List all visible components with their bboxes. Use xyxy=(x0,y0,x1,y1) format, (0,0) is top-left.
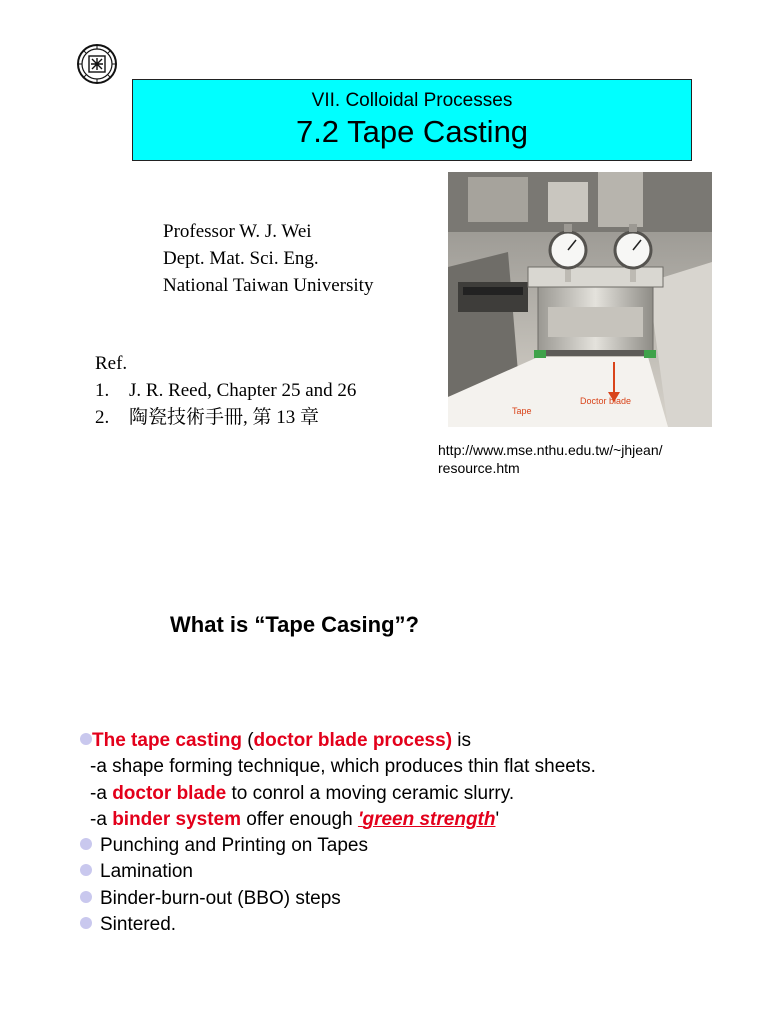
source-url-line: http://www.mse.nthu.edu.tw/~jhjean/ xyxy=(438,442,663,458)
list-text: ' xyxy=(495,808,500,830)
reference-number: 1. xyxy=(95,380,110,401)
references-block xyxy=(95,350,356,431)
highlight-term: doctor blade process) xyxy=(253,730,453,751)
author-university: National Taiwan University xyxy=(163,275,374,296)
bullet-icon xyxy=(80,733,92,745)
author-name: Professor W. J. Wei xyxy=(163,221,312,242)
list-text: -a xyxy=(90,782,113,804)
references-heading: Ref. xyxy=(95,353,128,374)
reference-text: 陶瓷技術手冊, 第 13 章 xyxy=(129,407,320,428)
list-subitem xyxy=(80,754,596,780)
list-text: is xyxy=(452,730,472,751)
reference-text: J. R. Reed, Chapter 25 and 26 xyxy=(129,380,357,401)
list-subitem xyxy=(80,807,596,833)
author-department: Dept. Mat. Sci. Eng. xyxy=(163,248,319,269)
list-item xyxy=(80,728,596,754)
bullet-list xyxy=(80,728,596,938)
list-text: offer enough xyxy=(241,808,358,830)
list-subitem xyxy=(80,781,596,807)
list-item xyxy=(80,859,596,885)
list-text: Lamination xyxy=(100,861,193,883)
doctor-blade-machine-illustration xyxy=(448,172,712,427)
list-text: to conrol a moving ceramic slurry. xyxy=(226,782,515,804)
list-text: Binder-burn-out (BBO) steps xyxy=(100,887,341,909)
section-heading: VII. Colloidal Processes xyxy=(311,90,513,111)
list-item xyxy=(80,886,596,912)
highlight-term: doctor blade xyxy=(112,782,227,804)
list-text: -a shape forming technique, which produces thin flat sheets. xyxy=(90,756,596,778)
highlight-term: binder system xyxy=(112,808,242,830)
highlight-term: green strength xyxy=(362,808,496,830)
list-text: Sintered. xyxy=(100,914,177,936)
list-text: ( xyxy=(241,730,254,751)
section-question: What is “Tape Casing”? xyxy=(170,612,419,637)
author-block xyxy=(163,218,373,299)
reference-item xyxy=(95,377,356,404)
photo-label-tape: Tape xyxy=(512,406,532,416)
list-item xyxy=(80,833,596,859)
bullet-icon xyxy=(80,838,92,850)
highlight-term: ' xyxy=(357,808,363,830)
list-item xyxy=(80,912,596,938)
list-text: Punching and Printing on Tapes xyxy=(100,835,368,857)
title-box xyxy=(132,79,692,161)
tape-casting-photo xyxy=(448,172,712,427)
list-text: -a xyxy=(90,808,113,830)
source-url-line: resource.htm xyxy=(438,460,520,476)
university-seal-icon xyxy=(77,44,117,84)
bullet-icon xyxy=(80,864,92,876)
bullet-icon xyxy=(80,891,92,903)
highlight-term: The tape casting xyxy=(92,730,242,751)
reference-number: 2. xyxy=(95,407,110,428)
bullet-icon xyxy=(80,917,92,929)
reference-item xyxy=(95,404,356,431)
page-title: 7.2 Tape Casting xyxy=(295,114,529,149)
photo-label-doctor-blade: Doctor blade xyxy=(580,396,632,406)
source-url xyxy=(438,441,663,477)
